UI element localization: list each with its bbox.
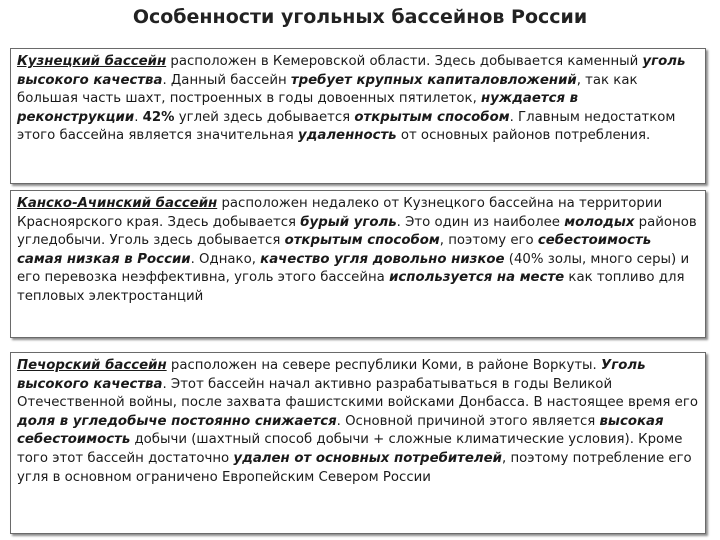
text-segment: (40% золы, много серы) и его перевозка неэффективна, уголь этого бассейна: [17, 251, 690, 286]
emphasis: себестоимость самая низкая в России: [17, 233, 652, 267]
emphasis: открытым способом: [284, 233, 440, 249]
emphasis: Уголь высокого качества: [17, 358, 646, 392]
text-segment: расположен недалеко от Кузнецкого бассейна на территории Красноярского края. Здесь добывается: [17, 196, 663, 230]
emphasis: используется на месте: [389, 270, 565, 286]
text-segment: . Однако,: [190, 251, 261, 267]
text-segment: от основных районов потребления.: [396, 128, 651, 144]
emphasis: требует крупных капиталовложений: [290, 72, 577, 88]
text-segment: .: [134, 109, 143, 125]
text-segment: расположен на севере республики Коми, в районе Воркуты.: [166, 358, 602, 373]
text-segment: . Основной причиной этого является: [336, 413, 600, 429]
emphasis: высокая себестоимость: [17, 413, 664, 448]
text-segment: как топливо для тепловых электростанций: [17, 270, 685, 304]
text-segment: районов угледобычи. Уголь здесь добывается: [17, 214, 697, 249]
kansk-achinsk-basin-name: Канско-Ачинский бассейн: [17, 196, 218, 211]
text-segment: . Данный бассейн: [162, 72, 291, 88]
open-pit-share: 42%: [142, 109, 175, 125]
text-segment: , так как большая часть шахт, построенных в годы довоенных пятилеток,: [17, 72, 638, 107]
emphasis: удален от основных потребителей: [233, 450, 502, 466]
text-segment: . Это один из наиболее: [396, 214, 565, 230]
text-segment: . Главным недостатком этого бассейна является значительная: [17, 109, 676, 144]
text-segment: , поэтому потребление его угля в основном ограничено Европейским Севером России: [17, 450, 692, 485]
text-segment: добычи (шахтный способ добычи + сложные климатические условия). Кроме того этот бассейн достаточно: [17, 432, 683, 466]
emphasis: открытым способом: [354, 109, 510, 125]
page-title: Особенности угольных бассейнов России: [132, 6, 588, 28]
text-segment: расположен в Кемеровской области. Здесь добывается каменный: [166, 54, 643, 69]
emphasis: молодых: [564, 214, 635, 230]
emphasis: удаленность: [297, 128, 397, 144]
kuznetsk-basin-name: Кузнецкий бассейн: [17, 54, 167, 69]
kuznetsk-basin-box: [10, 48, 706, 184]
emphasis: качество угля довольно низкое: [260, 251, 505, 267]
emphasis: уголь высокого качества: [17, 54, 686, 88]
emphasis: нуждается в реконструкции: [17, 91, 579, 125]
kansk-achinsk-basin-box: [10, 190, 706, 338]
text-segment: , поэтому его: [439, 233, 538, 249]
pechora-basin-name: Печорский бассейн: [17, 358, 167, 373]
pechora-basin-box: [10, 352, 706, 534]
text-segment: углей здесь добывается: [174, 109, 355, 125]
text-segment: . Этот бассейн начал активно разрабатываться в годы Великой Отечественной войны, после захвата фашистскими войсками Донбасса. В настоящее время его: [17, 376, 698, 411]
emphasis: доля в угледобыче постоянно снижается: [17, 413, 337, 429]
emphasis: бурый уголь: [300, 214, 397, 230]
